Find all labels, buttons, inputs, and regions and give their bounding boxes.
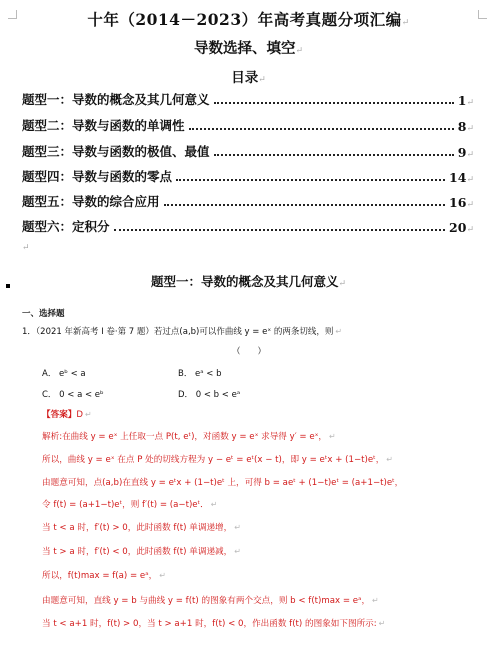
toc-leader-dots: [114, 229, 446, 231]
toc-leader-dots: [214, 154, 454, 156]
option-a: A． eᵇ < a: [42, 369, 86, 379]
section-title: 题型一：导数的概念及其几何意义↵: [150, 274, 347, 289]
toc-entry-label: 题型五：导数的综合应用: [22, 194, 160, 209]
document-subtitle: 导数选择、填空↵: [193, 40, 304, 57]
solution-line: 由题意可知，点(a,b)在直线 y = eᵗx + (1−t)eᵗ 上，可得 b = aeᵗ + (1−t)eᵗ = (a+1−t)eᵗ，: [42, 478, 404, 488]
toc-leader-dots: [164, 204, 446, 206]
toc-entry[interactable]: 题型四：导数与函数的零点 14 ↵: [22, 169, 474, 185]
toc-heading: 目录↵: [231, 70, 266, 86]
part-heading: 一、选择题: [22, 309, 65, 319]
toc-leader-dots: [214, 102, 454, 104]
document-title: 十年（2014－2023）年高考真题分项汇编↵: [87, 10, 410, 29]
solution-line: 由题意可知，直线 y = b 与曲线 y = f(t) 的图象有两个交点，则 b < f(t)max = eᵃ， ↵: [42, 596, 379, 606]
solution-line: 令 f(t) = (a+1−t)eᵗ，则 f′(t) = (a−t)eᵗ． ↵: [42, 500, 218, 510]
toc-entry-label: 题型四：导数与函数的零点: [22, 169, 173, 184]
toc-entry-page: 14: [449, 170, 467, 185]
toc-entry-label: 题型三：导数与函数的极值、最值: [22, 144, 210, 159]
toc-entry[interactable]: 题型二：导数与函数的单调性 8 ↵: [22, 118, 474, 134]
toc-leader-dots: [176, 179, 445, 181]
option-b: B． eᵃ < b: [178, 369, 222, 379]
toc-entry-page: 16: [449, 195, 467, 210]
question-stem: 1．（2021 年新高考 I 卷·第 7 题）若过点(a,b)可以作曲线 y = eˣ 的两条切线，则 ↵: [22, 327, 343, 337]
toc-entry-label: 题型六：定积分: [22, 219, 110, 234]
option-c: C． 0 < a < eᵇ: [42, 390, 104, 400]
solution-line: 当 t < a 时，f′(t) > 0，此时函数 f(t) 单调递增， ↵: [42, 523, 241, 533]
solution-line: 所以，f(t)max = f(a) = eᵃ， ↵: [42, 571, 166, 581]
toc-entry-label: 题型一：导数的概念及其几何意义: [22, 92, 210, 107]
solution-line: 当 t > a 时，f′(t) < 0，此时函数 f(t) 单调递减， ↵: [42, 547, 241, 557]
answer-blank: （ ）: [232, 347, 267, 357]
solution-line: 当 t < a+1 时，f(t) > 0，当 t > a+1 时，f(t) < 0，作出函数 f(t) 的图象如下图所示: ↵: [42, 619, 386, 629]
toc-entry[interactable]: 题型五：导数的综合应用 16 ↵: [22, 194, 474, 210]
solution-line: 解析:在曲线 y = eˣ 上任取一点 P(t, eᵗ)，对函数 y = eˣ 求导得 y′ = eˣ， ↵: [42, 432, 336, 442]
toc-entry-page: 1: [457, 93, 467, 108]
answer-line: 【答案】D ↵: [42, 410, 92, 420]
toc-entry-page: 20: [449, 220, 467, 235]
toc-entry[interactable]: 题型三：导数与函数的极值、最值 9 ↵: [22, 144, 474, 160]
paragraph-mark: ↵: [22, 243, 30, 253]
answer-value: D: [76, 410, 84, 420]
toc-entry-label: 题型二：导数与函数的单调性: [22, 118, 185, 133]
option-d: D． 0 < b < eᵃ: [178, 390, 241, 400]
toc-entry-page: 8: [457, 119, 467, 134]
answer-tag: 【答案】: [42, 410, 77, 420]
toc-entry[interactable]: 题型一：导数的概念及其几何意义 1 ↵: [22, 92, 474, 108]
toc-leader-dots: [189, 128, 454, 130]
toc-entry[interactable]: 题型六：定积分 20 ↵: [22, 219, 474, 235]
solution-line: 所以，曲线 y = eˣ 在点 P 处的切线方程为 y − eᵗ = eᵗ(x − t)，即 y = eᵗx + (1−t)eᵗ， ↵: [42, 455, 393, 465]
toc-entry-page: 9: [457, 145, 467, 160]
